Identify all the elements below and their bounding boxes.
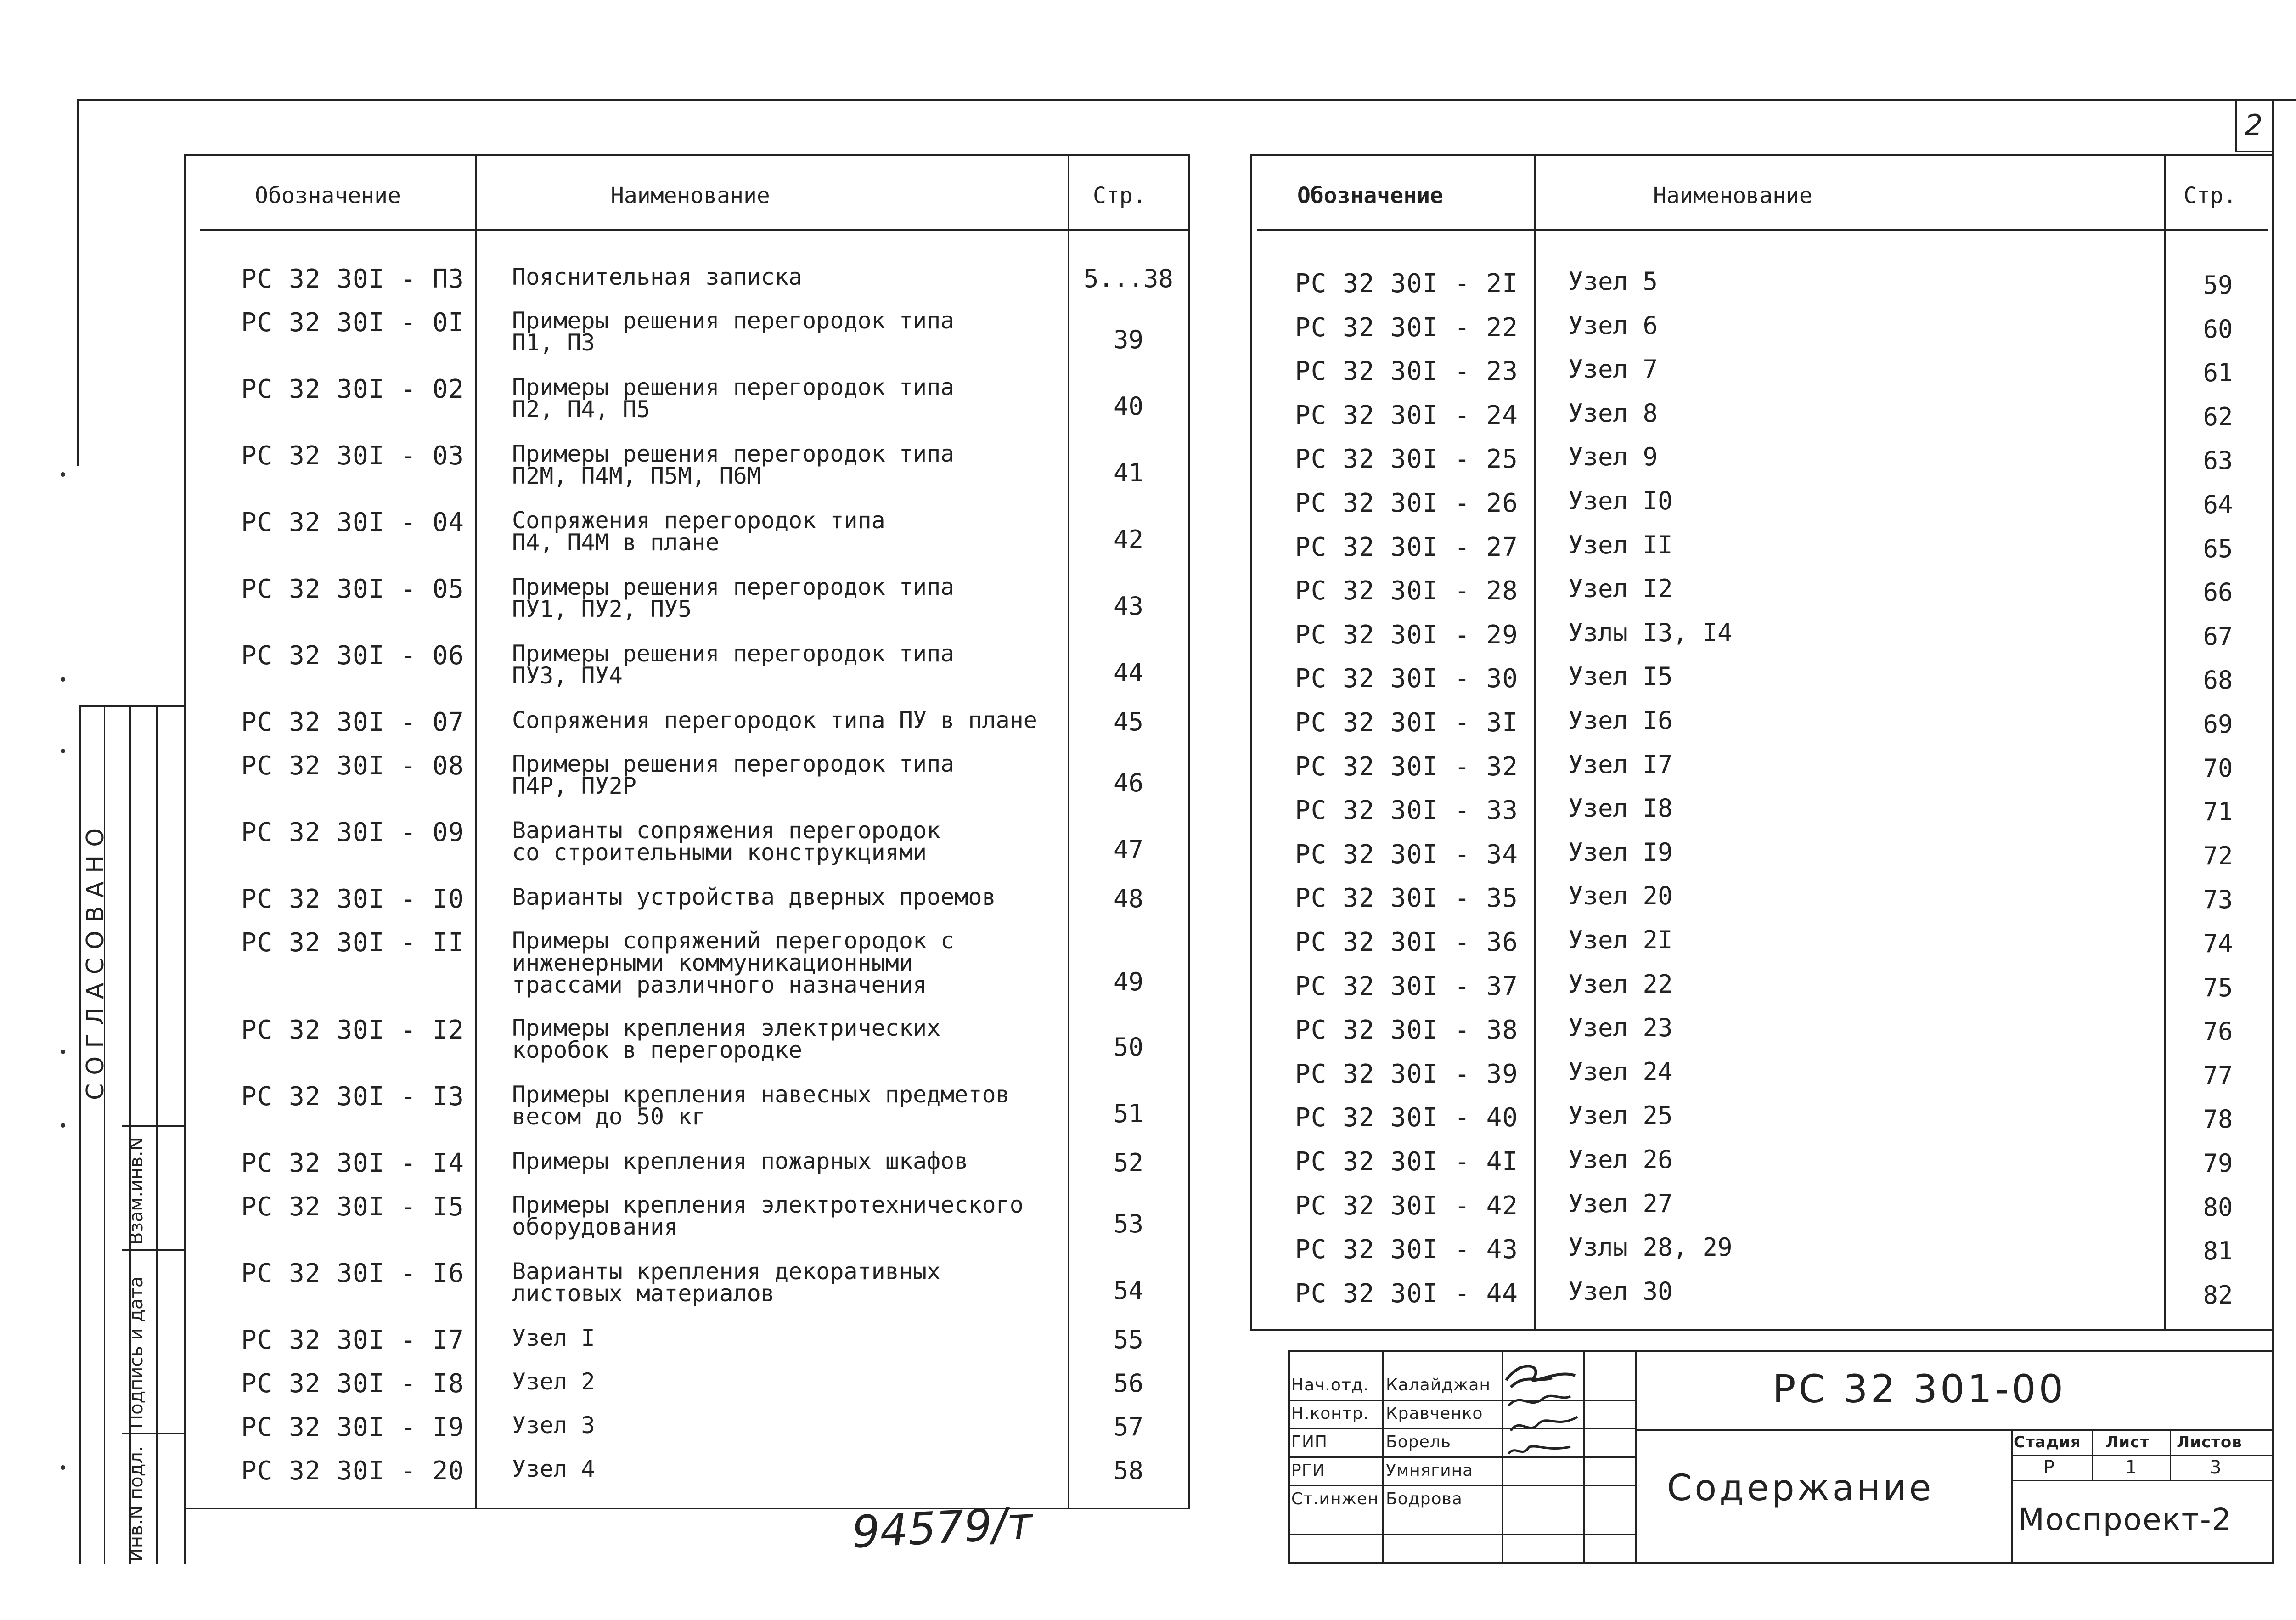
- contents-row-code: РС 32 30I - I7: [241, 1325, 465, 1355]
- stage-value: Р: [2043, 1457, 2055, 1478]
- right-table-bottom: [1250, 1329, 2274, 1331]
- contents-row-page: 64: [2203, 490, 2233, 519]
- contents-row-page: 72: [2203, 841, 2233, 870]
- contents-row-code: РС 32 30I - I3: [241, 1082, 465, 1112]
- contents-row-page: 52: [1113, 1148, 1144, 1177]
- sheet-number-box-left: [2235, 99, 2237, 152]
- contents-row-code: РС 32 30I - 28: [1295, 576, 1519, 606]
- margin-label-inventory: Инв.N подл.: [126, 1446, 147, 1562]
- contents-row-title: [512, 1081, 1010, 1130]
- contents-row-code: РС 32 30I - 29: [1295, 620, 1519, 650]
- title-block-bottom: [1288, 1562, 2274, 1564]
- contents-row-title: [512, 753, 954, 797]
- contents-row-title-line: Примеры крепления пожарных шкафов: [512, 1148, 968, 1174]
- contents-row-page: 41: [1113, 458, 1144, 487]
- contents-row-page: 45: [1113, 707, 1144, 736]
- contents-row-title: [512, 1150, 968, 1172]
- contents-row-title: [512, 707, 1037, 734]
- contents-row-code: РС 32 30I - 06: [241, 641, 465, 671]
- contents-row-page: 46: [1113, 768, 1144, 797]
- contents-row-page: 70: [2203, 753, 2233, 783]
- left-table-header-rule: [200, 229, 1189, 231]
- staff-role: РГИ: [1291, 1461, 1325, 1480]
- contents-row-title-line: весом до 50 кг: [512, 1103, 706, 1130]
- punch-mark: [61, 1465, 65, 1470]
- contents-row-page: 61: [2203, 358, 2233, 388]
- contents-row-page: 39: [1113, 325, 1144, 354]
- contents-row-code: РС 32 30I - 25: [1295, 444, 1519, 474]
- contents-row-title: Узел I5: [1568, 662, 1673, 691]
- title-block-code-rule: [1635, 1429, 2274, 1431]
- contents-row-code: РС 32 30I - 02: [241, 374, 465, 404]
- contents-row-title-line: Узел 3: [512, 1412, 595, 1439]
- frame-left-stub: [77, 99, 79, 466]
- contents-row-page: 44: [1113, 658, 1144, 687]
- contents-row-title: [512, 927, 955, 998]
- contents-row-title-line: Примеры решения перегородок типа: [512, 374, 955, 401]
- contents-row-code: РС 32 30I - 30: [1295, 664, 1519, 694]
- right-header-designation: Обозначение: [1297, 183, 1443, 209]
- organization-name: Моспроект-2: [2018, 1502, 2232, 1537]
- margin-strip-divider-2: [122, 1249, 186, 1251]
- contents-row-page: 65: [2203, 534, 2233, 563]
- left-table-right: [1188, 154, 1190, 1509]
- contents-row-title: Узел I7: [1568, 750, 1673, 779]
- title-block-stage-col: [2011, 1429, 2013, 1563]
- contents-row-title: [512, 886, 996, 908]
- contents-row-title: [512, 440, 955, 489]
- staff-name: Бодрова: [1386, 1490, 1463, 1508]
- contents-row-code: РС 32 30I - 26: [1295, 488, 1519, 518]
- contents-row-page: 78: [2203, 1105, 2233, 1134]
- staff-role: Нач.отд.: [1291, 1376, 1369, 1394]
- contents-row-page: 55: [1113, 1325, 1144, 1354]
- contents-row-title: [512, 819, 940, 864]
- contents-row-title: Узел 2I: [1568, 926, 1673, 954]
- contents-row-code: РС 32 30I - I8: [241, 1369, 465, 1399]
- contents-row-page: 82: [2203, 1280, 2233, 1310]
- contents-row-title-line: П2, П4, П5: [512, 396, 651, 423]
- staff-role: Н.контр.: [1291, 1404, 1369, 1423]
- left-table-top: [184, 154, 1189, 156]
- contents-row-code: РС 32 30I - 38: [1295, 1015, 1519, 1045]
- document-title: Содержание: [1667, 1468, 1934, 1509]
- right-table-col-divider: [1534, 154, 1536, 1330]
- document-code: РС 32 301-00: [1773, 1366, 2066, 1411]
- contents-row-code: РС 32 30I - П3: [241, 264, 465, 294]
- punch-mark: [61, 472, 65, 477]
- contents-row-page: 81: [2203, 1236, 2233, 1266]
- left-table-bottom: [184, 1508, 1189, 1509]
- contents-row-page: 59: [2203, 271, 2233, 299]
- contents-row-page: 71: [2203, 797, 2233, 827]
- contents-row-title-line: П4, П4М в плане: [512, 529, 720, 556]
- contents-row-title-line: Узел I: [512, 1325, 595, 1351]
- contents-row-title: Узел I9: [1568, 837, 1673, 867]
- contents-row-title-line: листовых материалов: [512, 1280, 775, 1307]
- contents-row-page: 69: [2203, 710, 2233, 739]
- contents-row-code: РС 32 30I - 3I: [1295, 708, 1519, 738]
- contents-row-code: РС 32 30I - 34: [1295, 839, 1519, 869]
- contents-row-title-line: инженерными коммуникационными: [512, 949, 913, 976]
- contents-row-code: РС 32 30I - 07: [241, 707, 465, 737]
- margin-strip-divider: [122, 1125, 186, 1127]
- contents-row-title: [512, 1327, 595, 1349]
- contents-row-title-line: Примеры решения перегородок типа: [512, 307, 955, 334]
- sheet-value: 1: [2125, 1457, 2138, 1478]
- contents-row-title-line: П2М, П4М, П5М, П6М: [512, 463, 761, 489]
- left-header-page: Стр.: [1093, 183, 1146, 209]
- contents-row-title: [512, 507, 885, 556]
- contents-row-title-line: П4Р, ПУ2Р: [512, 773, 636, 799]
- title-block-top: [1288, 1350, 2274, 1352]
- contents-row-page: 79: [2203, 1149, 2233, 1178]
- staff-name: Умнягина: [1386, 1461, 1474, 1480]
- contents-row-title-line: Варианты крепления декоративных: [512, 1258, 941, 1285]
- contents-row-title-line: Примеры решения перегородок типа: [512, 574, 955, 600]
- contents-row-title: Узел I8: [1568, 794, 1673, 823]
- contents-row-title: [512, 1017, 940, 1061]
- contents-row-title: [512, 1458, 595, 1480]
- contents-row-title: Узел I6: [1568, 706, 1673, 735]
- contents-row-page: 51: [1113, 1099, 1144, 1128]
- contents-row-code: РС 32 30I - 44: [1295, 1278, 1519, 1309]
- contents-row-title-line: коробок в перегородке: [512, 1037, 803, 1063]
- contents-row-page: 63: [2203, 446, 2233, 475]
- sheet-number: 2: [2245, 108, 2263, 142]
- contents-row-title: Узел 30: [1568, 1276, 1673, 1306]
- contents-row-title-line: сo строительными конструкциями: [512, 839, 927, 866]
- contents-row-page: 80: [2203, 1192, 2233, 1222]
- contents-row-page: 54: [1113, 1276, 1144, 1305]
- contents-row-title: Узел 9: [1568, 442, 1658, 472]
- contents-row-title: [512, 1191, 1024, 1240]
- staff-name: Кравченко: [1386, 1404, 1483, 1423]
- contents-row-title-line: Примеры крепления навесных предметов: [512, 1081, 1010, 1108]
- staff-role: ГИП: [1291, 1433, 1328, 1451]
- contents-row-title: Узел 7: [1568, 355, 1658, 384]
- contents-row-code: РС 32 30I - 22: [1295, 312, 1519, 343]
- contents-row-title-line: Узел 4: [512, 1456, 595, 1482]
- margin-label-signature: Подпись и дата: [126, 1276, 147, 1428]
- contents-row-code: РС 32 30I - I6: [241, 1259, 465, 1288]
- punch-mark: [61, 1123, 65, 1128]
- contents-row-title-line: П1, П3: [512, 329, 595, 356]
- right-table-top: [1250, 154, 2274, 156]
- contents-row-code: РС 32 30I - I0: [241, 884, 465, 914]
- contents-row-title-line: Сопряжения перегородок типа: [512, 507, 885, 534]
- left-table-left: [184, 154, 186, 1564]
- contents-row-code: РС 32 30I - 04: [241, 508, 465, 537]
- contents-row-code: РС 32 30I - I9: [241, 1412, 465, 1442]
- contents-row-page: 77: [2203, 1061, 2233, 1090]
- contents-row-title: Узел 22: [1568, 969, 1673, 999]
- contents-row-code: РС 32 30I - 39: [1295, 1059, 1519, 1089]
- left-header-designation: Обозначение: [255, 183, 401, 209]
- contents-row-title: Узел 26: [1568, 1145, 1673, 1174]
- punch-mark: [61, 749, 65, 753]
- contents-row-title-line: Пояснительная записка: [512, 264, 803, 290]
- contents-row-page: 53: [1113, 1209, 1144, 1238]
- contents-row-title-line: Примеры крепления электротехнического: [512, 1191, 1024, 1218]
- contents-row-page: 76: [2203, 1017, 2233, 1046]
- contents-row-page: 73: [2203, 885, 2233, 914]
- contents-row-title-line: Примеры решения перегородок типа: [512, 440, 955, 467]
- contents-row-title: Узел I2: [1568, 574, 1673, 604]
- contents-row-title: Узел I0: [1568, 486, 1673, 515]
- title-block-sheets-col: [2170, 1429, 2171, 1481]
- contents-row-title-line: трассами различного назначения: [512, 971, 927, 998]
- contents-row-title: Узел 23: [1568, 1013, 1673, 1043]
- contents-row-title: [512, 640, 955, 689]
- contents-row-title: Узел II: [1568, 530, 1673, 559]
- contents-row-title: [512, 576, 954, 620]
- contents-row-code: РС 32 30I - 4I: [1295, 1147, 1519, 1177]
- contents-row-code: РС 32 30I - 40: [1295, 1103, 1519, 1133]
- sheet-label: Лист: [2105, 1433, 2150, 1451]
- contents-row-title: Узел 6: [1568, 310, 1658, 340]
- contents-row-title: Узел 25: [1568, 1101, 1673, 1130]
- contents-row-code: РС 32 30I - 23: [1295, 356, 1519, 387]
- right-header-name: Наименование: [1653, 183, 1812, 209]
- contents-row-title: Узел 5: [1568, 267, 1658, 296]
- contents-row-code: РС 32 30I - 43: [1295, 1235, 1519, 1265]
- contents-row-title: Узел 27: [1568, 1189, 1673, 1218]
- contents-row-code: РС 32 30I - 35: [1295, 883, 1519, 914]
- margin-strip-divider-3: [122, 1433, 186, 1434]
- registration-number: 94579/т: [850, 1497, 1034, 1558]
- contents-row-title-line: Узел 2: [512, 1368, 595, 1395]
- contents-row-code: РС 32 30I - 32: [1295, 751, 1519, 782]
- contents-row-code: РС 32 30I - 03: [241, 441, 465, 471]
- contents-row-code: РС 32 30I - I2: [241, 1015, 465, 1045]
- contents-row-page: 50: [1113, 1033, 1144, 1061]
- contents-row-page: 67: [2203, 621, 2233, 651]
- contents-row-code: РС 32 30I - 20: [241, 1456, 465, 1486]
- contents-row-title-line: Примеры сопряжений перегородок с: [512, 927, 955, 954]
- contents-row-page: 68: [2203, 666, 2233, 695]
- staff-name: Борель: [1386, 1433, 1451, 1451]
- contents-row-code: РС 32 30I - 36: [1295, 927, 1519, 957]
- contents-row-page: 47: [1113, 835, 1144, 864]
- contents-row-title-line: ПУ1, ПУ2, ПУ5: [512, 596, 692, 622]
- contents-row-title: [512, 374, 955, 423]
- contents-row-code: РС 32 30I - 0I: [241, 308, 465, 338]
- contents-row-page: 66: [2203, 578, 2233, 607]
- left-table-col-divider: [475, 154, 477, 1509]
- margin-strip-left: [79, 705, 81, 1564]
- right-table-col-divider: [2164, 154, 2166, 1330]
- sheets-label: Листов: [2177, 1433, 2242, 1451]
- left-table-col-divider: [1068, 154, 1069, 1509]
- staff-role: Ст.инжен: [1291, 1490, 1379, 1508]
- margin-label-replaces: Взам.инв.N: [126, 1137, 147, 1245]
- sheets-value: 3: [2210, 1457, 2222, 1478]
- contents-row-code: РС 32 30I - 08: [241, 751, 465, 781]
- punch-mark: [61, 1050, 65, 1054]
- stage-label: Стадия: [2014, 1433, 2081, 1451]
- margin-strip-col2: [129, 705, 131, 1564]
- contents-row-code: РС 32 30I - 37: [1295, 971, 1519, 1001]
- contents-row-page: 62: [2203, 402, 2233, 431]
- contents-row-page: 43: [1113, 592, 1144, 621]
- title-block-row-rule: [1288, 1534, 1636, 1535]
- margin-strip-top: [79, 705, 185, 707]
- title-block-stage-rule-2: [2011, 1480, 2274, 1481]
- contents-row-title: Узлы 28, 29: [1568, 1233, 1733, 1262]
- right-table-left: [1250, 154, 1252, 1330]
- frame-right-line: [2272, 99, 2274, 1564]
- title-block-stage-rule: [2011, 1455, 2274, 1456]
- contents-row-page: 74: [2203, 929, 2233, 958]
- contents-row-title: [512, 266, 802, 288]
- contents-row-page: 60: [2203, 314, 2233, 344]
- contents-row-page: 5...38: [1083, 264, 1174, 293]
- contents-row-code: РС 32 30I - 27: [1295, 532, 1519, 562]
- contents-row-page: 57: [1113, 1412, 1144, 1441]
- contents-row-code: РС 32 30I - I5: [241, 1192, 465, 1222]
- contents-row-title-line: Варианты сопряжения перегородок: [512, 817, 941, 844]
- contents-row-title: Узел 20: [1568, 881, 1673, 911]
- title-block-sheet-col: [2092, 1429, 2093, 1481]
- contents-row-page: 75: [2203, 973, 2233, 1002]
- staff-name: Калайджан: [1386, 1376, 1491, 1394]
- contents-row-title: Узлы I3, I4: [1568, 618, 1733, 647]
- contents-row-code: РС 32 30I - 2I: [1295, 269, 1519, 299]
- contents-row-page: 42: [1113, 525, 1144, 554]
- contents-row-title: [512, 1412, 595, 1439]
- contents-row-code: РС 32 30I - 09: [241, 818, 465, 847]
- sheet-number-box-bottom: [2235, 151, 2274, 152]
- contents-row-title-line: ПУ3, ПУ4: [512, 662, 623, 689]
- frame-top-line: [77, 99, 2296, 101]
- contents-row-title: [512, 1258, 941, 1307]
- contents-row-title: [512, 307, 955, 356]
- contents-row-code: РС 32 30I - 24: [1295, 400, 1519, 430]
- contents-row-code: РС 32 30I - 33: [1295, 796, 1519, 826]
- contents-row-title: Узел 24: [1568, 1057, 1673, 1086]
- contents-row-code: РС 32 30I - 42: [1295, 1191, 1519, 1221]
- contents-row-title-line: Варианты устройства дверных проемов: [512, 884, 996, 910]
- contents-row-code: РС 32 30I - 05: [241, 574, 465, 604]
- contents-row-page: 48: [1113, 884, 1144, 913]
- contents-row-title-line: Примеры решения перегородок типа: [512, 640, 955, 667]
- punch-mark: [61, 677, 65, 682]
- signatures-image: [1502, 1355, 1584, 1484]
- contents-row-title-line: Примеры решения перегородок типа: [512, 751, 955, 777]
- contents-row-page: 40: [1113, 392, 1144, 421]
- contents-row-code: РС 32 30I - II: [241, 928, 465, 958]
- contents-row-page: 58: [1113, 1456, 1144, 1485]
- contents-row-title-line: Примеры крепления электрических: [512, 1015, 941, 1041]
- contents-row-title-line: оборудования: [512, 1214, 678, 1240]
- contents-row-title: [512, 1368, 595, 1395]
- contents-row-page: 49: [1113, 967, 1144, 996]
- left-header-name: Наименование: [611, 183, 770, 209]
- agreed-label: СОГЛАСОВАНО: [82, 819, 109, 1100]
- contents-row-page: 56: [1113, 1369, 1144, 1398]
- margin-strip-col3: [156, 705, 158, 1564]
- contents-row-code: РС 32 30I - I4: [241, 1148, 465, 1178]
- contents-row-title-line: Сопряжения перегородок типа ПУ в плане: [512, 707, 1037, 734]
- staff-row-rule: [1288, 1485, 1636, 1486]
- right-header-page: Стр.: [2183, 183, 2237, 209]
- right-table-header-rule: [1257, 229, 2268, 231]
- contents-row-title: Узел 8: [1568, 398, 1658, 428]
